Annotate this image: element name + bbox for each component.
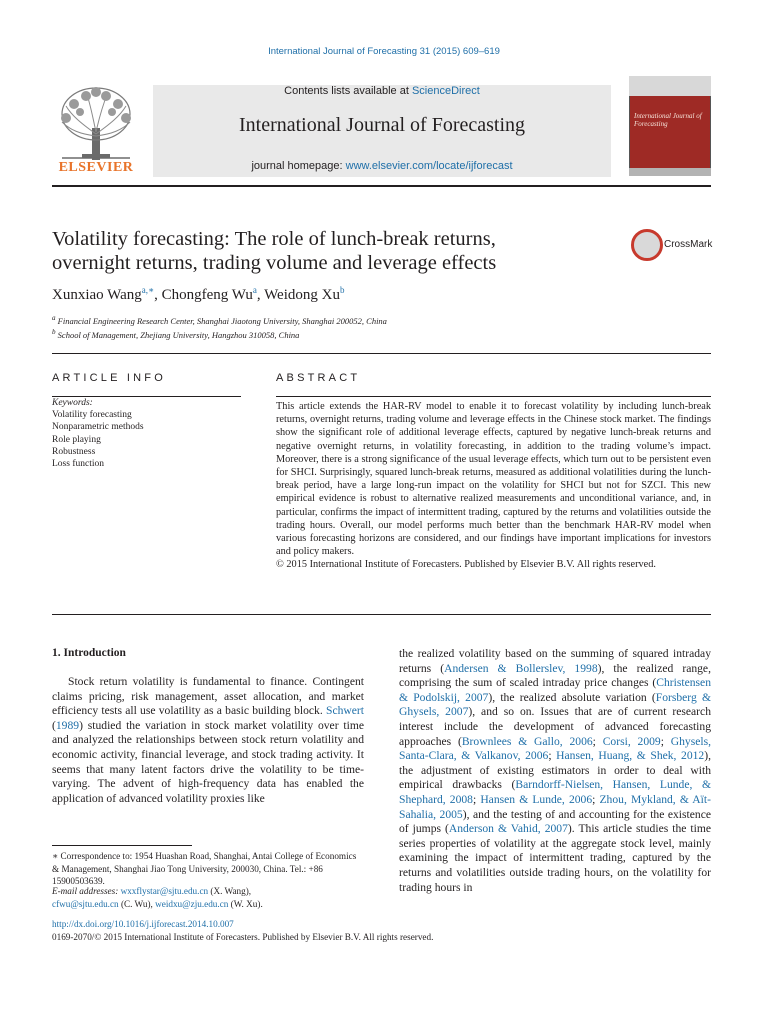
email-link[interactable]: wxxflystar@sjtu.edu.cn bbox=[120, 886, 209, 896]
citation-link[interactable]: Hansen, Huang, & Shek, 2012 bbox=[556, 749, 705, 763]
citation-link[interactable]: Andersen & Bollerslev, 1998 bbox=[444, 661, 598, 675]
citation-link[interactable]: Brownlees & Gallo, 2006 bbox=[461, 734, 593, 748]
body-text: ), the realized absolute variation ( bbox=[488, 690, 656, 704]
affiliation bbox=[52, 328, 299, 340]
citation-link[interactable]: Forsberg & Ghysels, 2007 bbox=[399, 690, 711, 719]
email-owner: (C. Wu), bbox=[118, 898, 156, 909]
contents-available-line bbox=[153, 85, 611, 97]
affiliation-text: School of Management, Zhejiang University, Hangzhou 310058, China bbox=[57, 329, 300, 340]
author-name: Chongfeng Wu bbox=[161, 287, 253, 303]
introduction-left-column bbox=[52, 675, 364, 806]
keyword-item: Volatility forecasting bbox=[52, 410, 132, 421]
affiliation bbox=[52, 314, 387, 326]
article-title-line-1: Volatility forecasting: The role of lunch-break returns, bbox=[52, 228, 496, 250]
abstract-end-divider bbox=[52, 614, 711, 615]
journal-name: International Journal of Forecasting bbox=[238, 114, 526, 136]
crossmark-label[interactable]: CrossMark bbox=[664, 239, 713, 250]
author-name: Weidong Xu bbox=[264, 287, 340, 303]
author-affiliation-mark[interactable]: b bbox=[339, 285, 345, 295]
email-footnote bbox=[52, 885, 364, 910]
correspondence-footnote bbox=[52, 850, 364, 888]
journal-cover-header bbox=[629, 76, 711, 96]
citation-link[interactable]: Barndorff-Nielsen, Hansen, Lunde, & Shephard, 2008 bbox=[399, 778, 711, 806]
affiliation-text: Financial Engineering Research Center, Shanghai Jiaotong University, Shanghai 200052, China bbox=[57, 315, 387, 326]
keyword-item: Robustness bbox=[52, 446, 96, 457]
email-link[interactable]: weidxu@zju.edu.cn bbox=[155, 898, 229, 909]
crossmark-icon[interactable] bbox=[631, 229, 663, 261]
journal-cover-title: International Journal of Forecasting bbox=[634, 112, 702, 128]
body-text: ( bbox=[52, 718, 56, 732]
author-affiliation-mark[interactable]: a bbox=[252, 285, 257, 295]
header-divider bbox=[52, 185, 711, 187]
footnote-divider bbox=[52, 845, 192, 846]
abstract-copyright: © 2015 International Institute of Forecasters. Published by Elsevier B.V. All rights reserved. bbox=[276, 559, 656, 571]
body-text: ), and so on. Issues that are of current research interest include the development of advanced forecasting approaches ( bbox=[399, 705, 711, 748]
keyword-item: Nonparametric methods bbox=[52, 422, 144, 433]
body-text: ; bbox=[592, 792, 600, 806]
body-text: ; bbox=[592, 734, 603, 748]
keyword-item: Role playing bbox=[52, 434, 101, 445]
abstract-heading: ABSTRACT bbox=[276, 372, 361, 384]
citation-link[interactable]: Zhou, Mykland, & Aït-Sahalia, 2005 bbox=[399, 792, 711, 821]
affiliation-mark: b bbox=[52, 328, 56, 336]
abstract-body bbox=[276, 400, 711, 572]
contents-prefix: Contents lists available at bbox=[284, 85, 412, 97]
article-title-line-2: overnight returns, trading volume and leverage effects bbox=[52, 252, 497, 274]
citation-link[interactable]: Christensen & Podolskij, 2007 bbox=[399, 676, 711, 704]
citation-link[interactable]: Ghysels, Santa-Clara, & Valkanov, 2006 bbox=[399, 734, 712, 763]
keywords-heading: Keywords: bbox=[52, 398, 93, 408]
doi-link[interactable]: http://dx.doi.org/10.1016/j.ijforecast.2014.10.007 bbox=[52, 919, 234, 929]
citation-link[interactable]: Hansen & Lunde, 2006 bbox=[480, 792, 593, 806]
body-text: Stock return volatility is fundamental to finance. Contingent claims pricing, risk management, asset allocation, and market efficiency tests all use volatility as a basic building block. bbox=[52, 675, 364, 718]
correspondence-text: Correspondence to: 1954 Huashan Road, Shanghai, Antai College of Economics & Management, Shanghai Jiao Tong University, 200030, China. Tel.: +86 15900503639. bbox=[52, 851, 357, 887]
journal-homepage-link[interactable]: www.elsevier.com/locate/ijforecast bbox=[345, 160, 513, 172]
citation-link[interactable]: Anderson & Vahid, 2007 bbox=[448, 822, 568, 836]
body-text: ; bbox=[660, 734, 671, 748]
author-name: Xunxiao Wang bbox=[52, 287, 142, 303]
body-text: ), the realized range, comprising the sum of scaled intraday price changes ( bbox=[399, 661, 711, 690]
email-label: E-mail addresses: bbox=[52, 886, 119, 896]
affiliation-mark: a bbox=[52, 314, 56, 322]
footnote-star: ∗ bbox=[52, 851, 59, 861]
email-link[interactable]: cfwu@sjtu.edu.cn bbox=[52, 898, 119, 909]
introduction-heading: 1. Introduction bbox=[52, 647, 126, 659]
body-text: ), and the testing of and accounting for the existence of jumps ( bbox=[399, 807, 711, 836]
introduction-right-column bbox=[399, 647, 711, 895]
author-list: Xunxiao Wang$^{a,∗}$, Chongfeng Wu$^a$, Weidong Xu$^b$ bbox=[52, 285, 345, 303]
section-divider bbox=[52, 353, 711, 354]
email-owner: (W. Xu). bbox=[228, 898, 263, 909]
journal-homepage-line bbox=[153, 160, 611, 172]
copyright-line: 0169-2070/© 2015 International Institute of Forecasters. Published by Elsevier B.V. All rights reserved. bbox=[52, 932, 434, 942]
homepage-prefix: journal homepage: bbox=[251, 160, 346, 172]
body-text: ; bbox=[548, 749, 557, 763]
abstract-divider bbox=[276, 396, 711, 397]
body-text: ; bbox=[472, 792, 481, 806]
keyword-item: Loss function bbox=[52, 459, 104, 470]
citation-link[interactable]: Schwert bbox=[326, 704, 364, 718]
body-text: ) studied the variation in stock market volatility over time and analyzed the relationships between stock return volatility and economic activity, financial leverage, and stock trading activity. It seems that many latent factors drive the volatility to be time-varying. The advent of high-frequency data has enabled the application of advanced volatility proxies like bbox=[52, 718, 364, 805]
citation-link[interactable]: Corsi, 2009 bbox=[602, 734, 661, 748]
article-info-heading: ARTICLE INFO bbox=[52, 372, 166, 384]
keywords-block bbox=[52, 397, 241, 470]
author-affiliation-mark[interactable]: a,∗ bbox=[141, 285, 155, 295]
email-owner: (X. Wang), bbox=[208, 886, 252, 896]
journal-citation-link[interactable]: International Journal of Forecasting 31 (2015) 609–619 bbox=[268, 46, 500, 57]
abstract-paragraph: This article extends the HAR-RV model to enable it to forecast volatility by including lunch-break returns, overnight returns, trading volume and leverage effects in the Chinese stock market. The findings show the significant role of additional leverage effects, captured by negative lunch-break returns and negative overnight returns, in volatility forecasting, in addition to the trading volume’s impact. Moreover, there is a strong significance of the usual leverage effects, which turn out to be persistent even for SHCI. Surprisingly, squared lunch-break returns, measured as additional volatilities during the lunch-break period, have a large long-run impact on the volatility for SHCI but not for SZCI. This new empirical evidence is robust to alternative realized measurements and unconditional variance, and, in particular, confirms the impact of intermittent trading, captured by the returns and volatilities outside the trading hours. Overall, our model performs much better than the benchmark HAR-RV model when various forecasting horizons are considered, and our findings have important implications for investors and policy makers. bbox=[276, 401, 711, 558]
article-title bbox=[52, 227, 592, 275]
body-text: ), the adjustment of existing estimators in order to deal with empirical drawbacks ( bbox=[399, 749, 711, 792]
journal-cover-footer bbox=[629, 168, 711, 176]
body-text: ). This article studies the time series properties of volatility at the aggregate stock level, mainly examining the impact of intermittent trading, captured by the returns and volatilities outside trading hours, on the volatility for trading hours in bbox=[399, 822, 712, 894]
sciencedirect-link[interactable]: ScienceDirect bbox=[411, 85, 480, 97]
body-text: the realized volatility based on the summing of squared intraday returns ( bbox=[399, 647, 711, 675]
citation-link[interactable]: 1989 bbox=[55, 718, 80, 732]
elsevier-wordmark: ELSEVIER bbox=[58, 160, 134, 175]
